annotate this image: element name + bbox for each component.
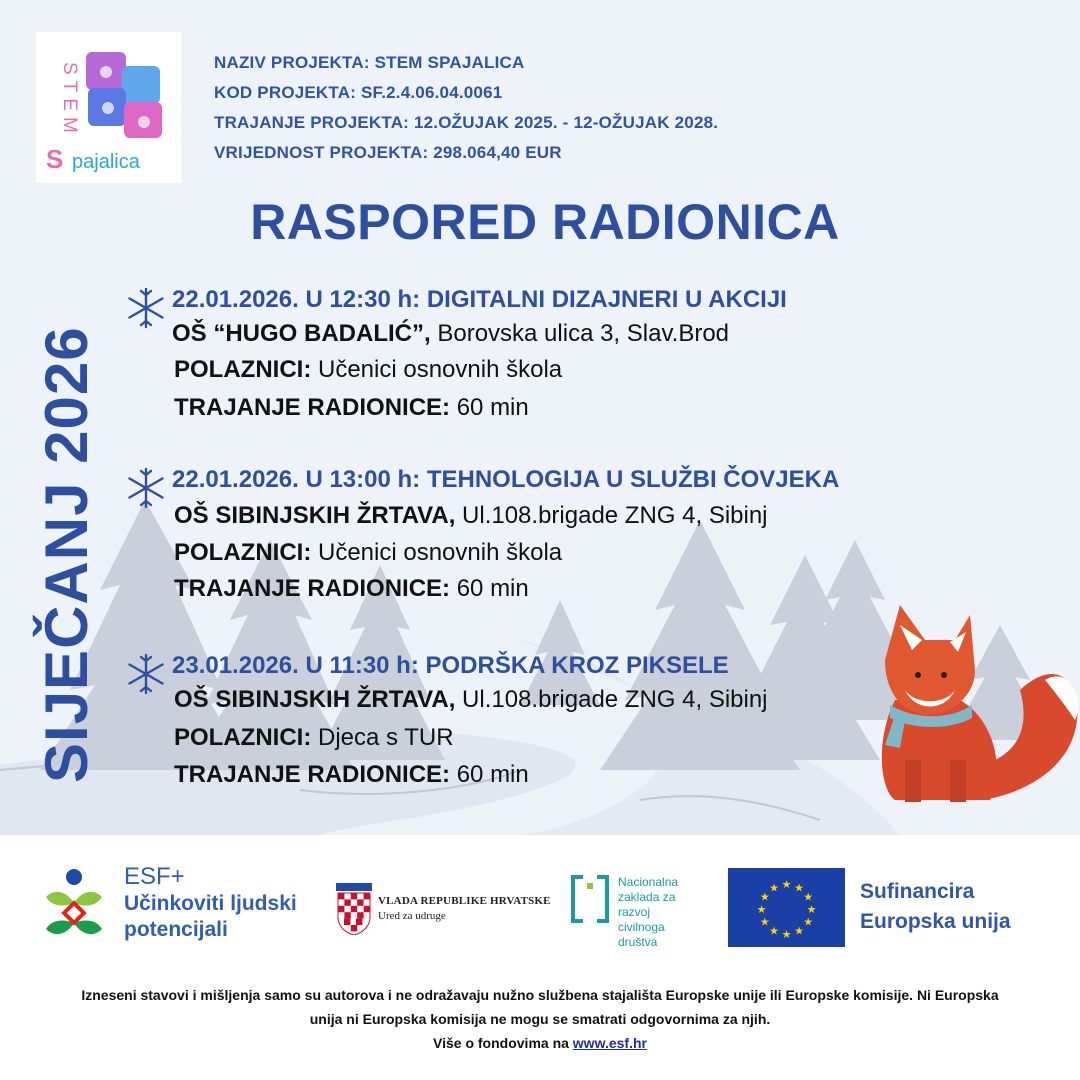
esf-website-link[interactable]: www.esf.hr <box>572 1035 647 1051</box>
svg-text:★: ★ <box>756 903 767 916</box>
disclaimer: Izneseni stavovi i mišljenja samo su autorova i ne odražavaju nužno službena stajališta Europske unije ili Europske komisije. Ni Europska unija ni Europska komisija ne mogu se smatrati odgovornima za njih. Više o fondovima na www.esf.hr <box>81 987 999 1051</box>
nzrcd-bracket-icon <box>569 873 613 925</box>
snowflake-icon <box>124 466 168 510</box>
event-duration: TRAJANJE RADIONICE: 60 min <box>174 394 529 421</box>
svg-text:★: ★ <box>794 924 804 938</box>
svg-text:STEM: STEM <box>59 62 80 139</box>
nzrcd-label: Nacionalna zaklada za razvoj civilnoga društva <box>618 875 679 949</box>
svg-text:S: S <box>46 144 64 174</box>
project-value: VRIJEDNOST PROJEKTA: 298.064,40 EUR <box>214 143 562 162</box>
event-heading: 23.01.2026. U 11:30 h: PODRŠKA KROZ PIKSELE <box>172 652 729 679</box>
eu-cofinanced-label: Sufinancira Europska unija <box>860 880 1011 933</box>
svg-text:★: ★ <box>781 878 792 891</box>
svg-text:★: ★ <box>806 903 817 916</box>
event-location: OŠ SIBINJSKIH ŽRTAVA, Ul.108.brigade ZNG 4, Sibinj <box>174 686 768 713</box>
croatian-coat-of-arms-icon <box>334 883 374 935</box>
svg-text:pajalica: pajalica <box>72 151 140 173</box>
svg-text:★: ★ <box>759 890 770 904</box>
event-duration: TRAJANJE RADIONICE: 60 min <box>174 761 529 788</box>
event-location: OŠ SIBINJSKIH ŽRTAVA, Ul.108.brigade ZNG 4, Sibinj <box>174 502 768 529</box>
vlada-label: VLADA REPUBLIKE HRVATSKE Ured za udruge <box>378 895 551 922</box>
month-label: SIJEČANJ 2026 <box>33 326 100 783</box>
svg-text:★: ★ <box>794 881 804 895</box>
event-heading: 22.01.2026. U 13:00 h: TEHNOLOGIJA U SLUŽBI ČOVJEKA <box>172 466 840 493</box>
svg-text:★: ★ <box>803 915 814 929</box>
event-heading: 22.01.2026. U 12:30 h: DIGITALNI DIZAJNERI U AKCIJI <box>172 286 787 313</box>
page-title: RASPORED RADIONICA <box>250 194 840 250</box>
esf-program-label: ESF+ Učinkoviti ljudski potencijali <box>124 863 297 941</box>
event-location: OŠ “HUGO BADALIĆ”, Borovska ulica 3, Slav.Brod <box>172 320 730 347</box>
footer <box>0 835 1080 1080</box>
project-info <box>214 48 718 168</box>
esf-logo-icon <box>36 867 112 947</box>
project-name: NAZIV PROJEKTA: STEM SPAJALICA <box>214 53 525 72</box>
event-participants: POLAZNICI: Učenici osnovnih škola <box>174 539 563 566</box>
eu-flag-icon <box>728 868 845 947</box>
stem-spajalica-logo <box>36 32 181 183</box>
svg-text:★: ★ <box>759 915 770 929</box>
event-participants: POLAZNICI: Učenici osnovnih škola <box>174 356 563 383</box>
svg-text:★: ★ <box>781 928 792 941</box>
project-code: KOD PROJEKTA: SF.2.4.06.04.0061 <box>214 83 503 102</box>
svg-text:★: ★ <box>769 881 779 895</box>
svg-text:★: ★ <box>769 924 779 938</box>
project-duration: TRAJANJE PROJEKTA: 12.OŽUJAK 2025. - 12-OŽUJAK 2028. <box>214 113 719 132</box>
snowflake-icon <box>124 286 168 330</box>
event-participants: POLAZNICI: Djeca s TUR <box>174 724 454 751</box>
snowflake-icon <box>124 652 168 696</box>
event-duration: TRAJANJE RADIONICE: 60 min <box>174 575 529 602</box>
svg-text:★: ★ <box>803 890 814 904</box>
